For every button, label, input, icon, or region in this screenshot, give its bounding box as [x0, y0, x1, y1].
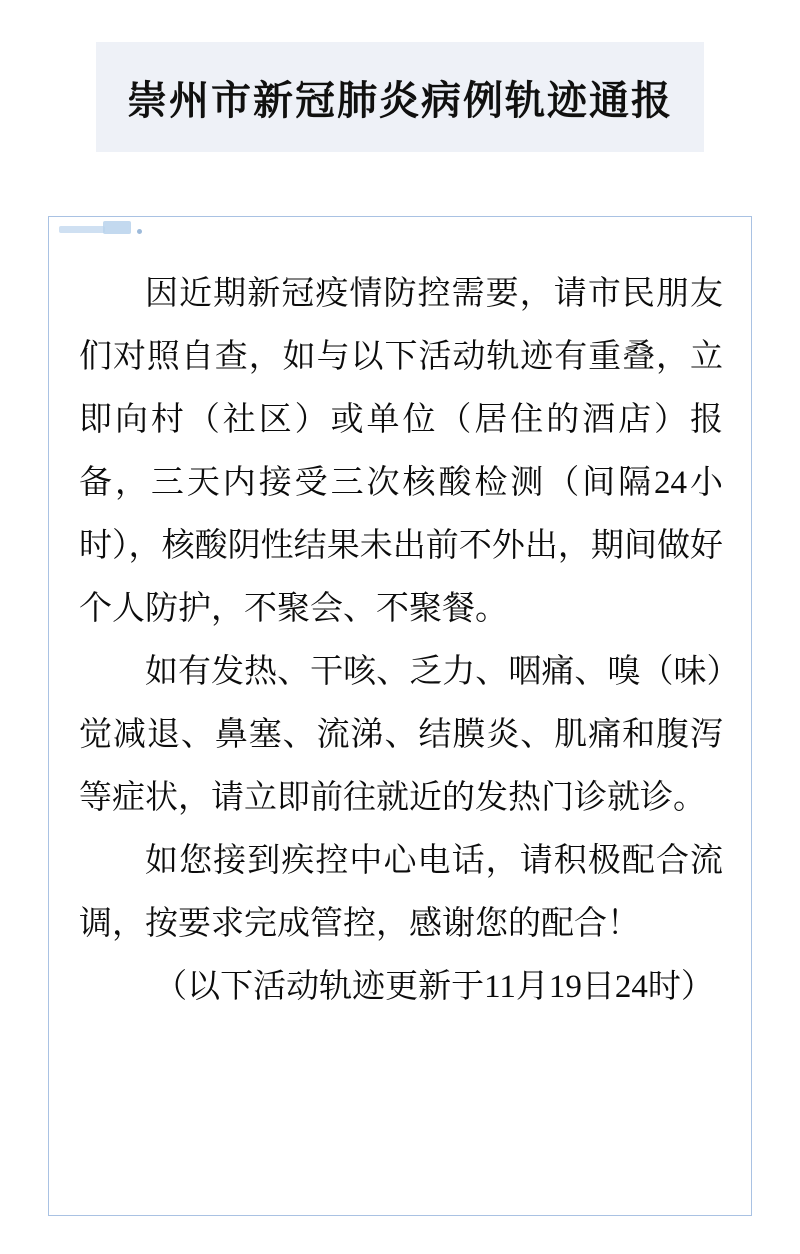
paragraph-3: 如您接到疾控中心电话，请积极配合流调，按要求完成管控，感谢您的配合！: [79, 843, 723, 942]
title-banner: [96, 42, 704, 152]
paragraph-1: 因近期新冠疫情防控需要，请市民朋友们对照自查，如与以下活动轨迹有重叠，立即向村（社区）或单位（居住的酒店）报备，三天内接受三次核酸检测（间隔24小时），核酸阴性结果未出前不外出，期间做好个人防护，不聚会、不聚餐。: [79, 276, 723, 627]
paragraph-2: 如有发热、干咳、乏力、咽痛、嗅（味）觉减退、鼻塞、流涕、结膜炎、肌痛和腹泻等症状，请立即前往就近的发热门诊就诊。: [79, 654, 723, 816]
decorative-mark-icon: [59, 215, 145, 241]
page-title: 崇州市新冠肺炎病例轨迹通报: [127, 77, 673, 123]
notice-body: [79, 263, 723, 1019]
closing-note: （以下活动轨迹更新于11月19日24时）: [154, 969, 714, 1005]
notice-card: [48, 216, 752, 1216]
